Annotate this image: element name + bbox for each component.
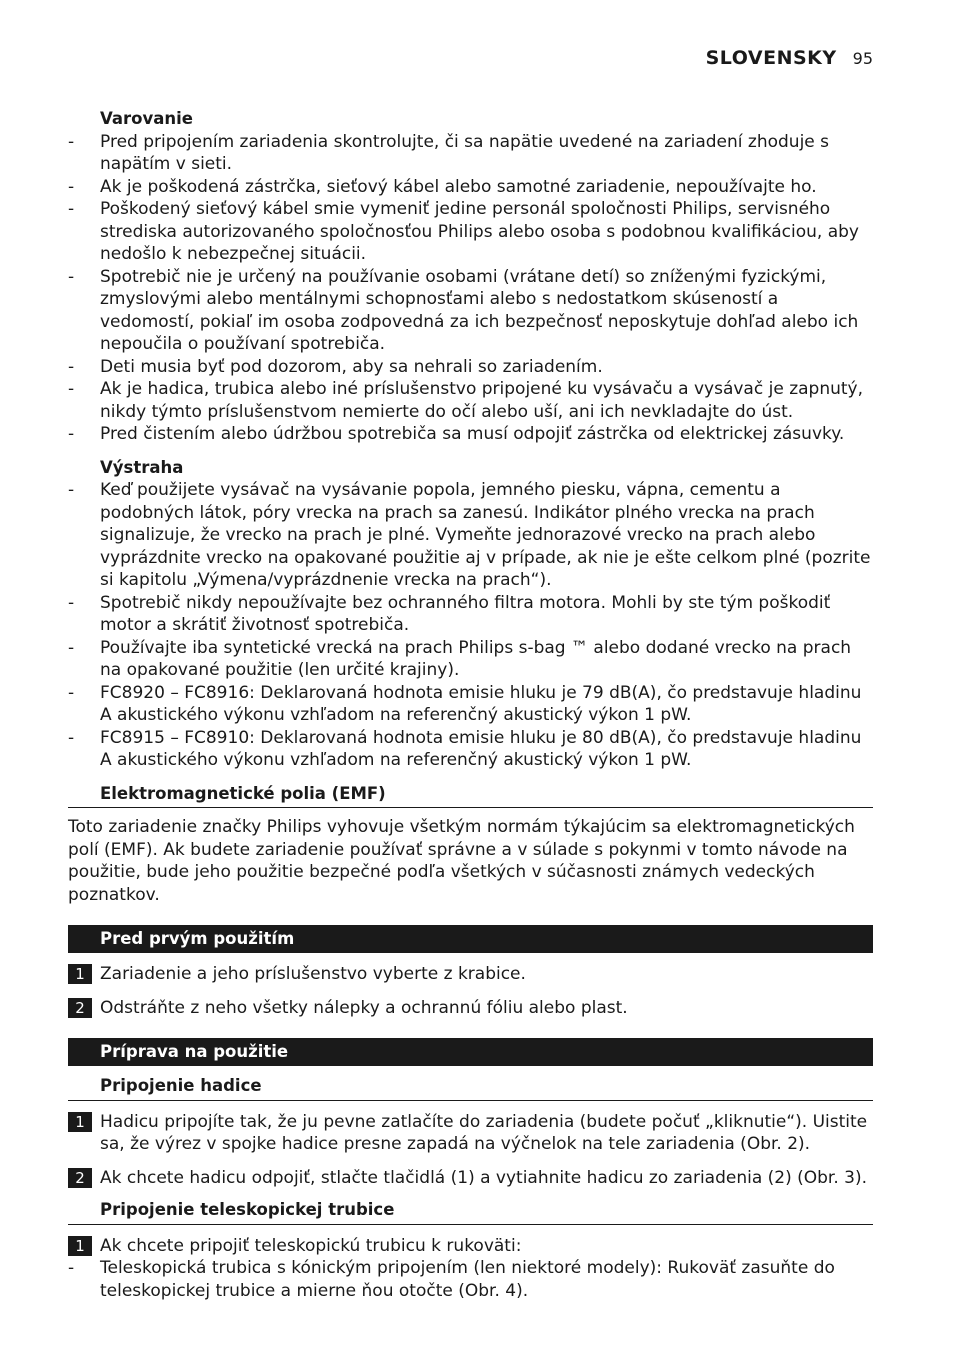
list-item: - Pred pripojením zariadenia skontrolujte, či sa napätie uvedené na zariadení zhoduje s napätím v sieti. [68,131,830,174]
step-item: 1 Zariadenie a jeho príslušenstvo vyberte z krabice. [68,963,873,986]
list-item: - Spotrebič nie je určený na používanie osobami (vrátane detí) so zníženými fyzickými, zmyslovými alebo mentálnymi schopnosťami alebo s nedostatkom skúseností a vedomostí, pokiaľ im osoba zodpovedná za ich bezpečnosť neposkytuje dohľad alebo ich nepoučila o používaní spotrebiča. [68,266,859,354]
list-item: - Pred čistením alebo údržbou spotrebiča sa musí odpojiť zástrčka od elektrickej zásuvky. [68,424,845,444]
list-item: - Teleskopická trubica s kónickým pripojením (len niektoré modely): Rukoväť zasuňte do teleskopickej trubice a mierne ňou otočte (Obr. 4). [68,1258,835,1301]
list-item: - Poškodený sieťový kábel smie vymeniť jedine personál spoločnosti Philips, servisného strediska autorizovaného spoločnosťou Philips alebo osoba s podobnou kvalifikáciou, aby nedošlo k nebezpečnej situácii. [68,199,859,264]
warning-heading: Varovanie [100,109,193,128]
list-item: - FC8920 – FC8916: Deklarovaná hodnota emisie hluku je 79 dB(A), čo predstavuje hladinu A akustického výkonu vzhľadom na referenčný akustický výkon 1 pW. [68,682,862,725]
list-item: - Keď použijete vysávač na vysávanie popola, jemného piesku, vápna, cementu a podobných látok, póry vrecka na prach sa zanesú. Indikátor plného vrecka na prach signalizuje, že vrecko na prach je plné. Vymeňte jednorazové vrecko na prach alebo vyprázdnite vrecko na opakované použitie aj v prípade, ak nie je ešte celkom plné (pozrite si kapitolu „Výmena/vyprázdnenie vrecka na prach“). [68,480,871,590]
tube-heading: Pripojenie teleskopickej trubice [68,1199,873,1225]
list-item: - Používajte iba syntetické vrecká na prach Philips s-bag ™ alebo dodané vrecko na prach na opakované použitie (len určité krajiny). [68,637,852,680]
list-item: - Ak je poškodená zástrčka, sieťový kábel alebo samotné zariadenie, nepoužívajte ho. [68,176,817,197]
step-item: 1 Ak chcete pripojiť teleskopickú trubicu k rukoväti: [68,1235,873,1258]
step-number: 1 [68,1236,92,1256]
list-item: - Spotrebič nikdy nepoužívajte bez ochranného filtra motora. Mohli by ste tým poškodiť motor a skrátiť životnosť spotrebiča. [68,592,831,635]
list-item: - Ak je hadica, trubica alebo iné príslušenstvo pripojené ku vysávaču a vysávač je zapnutý, nikdy týmto príslušenstvom nemierte do očí alebo uší, ani ich nevkladajte do úst. [68,379,863,422]
step-number: 2 [68,1168,92,1188]
preparation-heading: Príprava na použitie [68,1038,873,1066]
caution-heading: Výstraha [100,457,184,477]
emf-paragraph: Toto zariadenie značky Philips vyhovuje všetkým normám týkajúcim sa elektromagnetických polí (EMF). Ak budete zariadenie používať správne a v súlade s pokynmi v tomto návode na použitie, bude jeho použitie bezpečné podľa všetkých v súčasnosti známych vedeckých poznatkov. [68,817,855,905]
page-number: 95 [852,49,873,68]
hose-heading: Pripojenie hadice [68,1075,873,1101]
step-number: 1 [68,964,92,984]
step-number: 2 [68,998,92,1018]
language-label: SLOVENSKY [705,47,837,69]
first-use-heading: Pred prvým použitím [68,925,873,953]
emf-heading: Elektromagnetické polia (EMF) [68,783,873,809]
page-header [68,47,873,75]
list-item: - FC8915 – FC8910: Deklarovaná hodnota emisie hluku je 80 dB(A), čo predstavuje hladinu A akustického výkonu vzhľadom na referenčný akustický výkon 1 pW. [68,727,862,770]
step-number: 1 [68,1112,92,1132]
step-item: 2 Ak chcete hadicu odpojiť, stlačte tlačidlá (1) a vytiahnite hadicu zo zariadenia (2) (Obr. 3). [68,1167,873,1190]
step-item: 2 Odstráňte z neho všetky nálepky a ochrannú fóliu alebo plast. [68,997,873,1020]
list-item: - Deti musia byť pod dozorom, aby sa nehrali so zariadením. [68,356,603,377]
page-content [68,108,873,1302]
step-item: 1 Hadicu pripojíte tak, že ju pevne zatlačíte do zariadenia (budete počuť „kliknutie“). Uistite sa, že výrez v spojke hadice presne zapadá na výčnelok na tele zariadenia (Obr. 2). [68,1111,873,1156]
